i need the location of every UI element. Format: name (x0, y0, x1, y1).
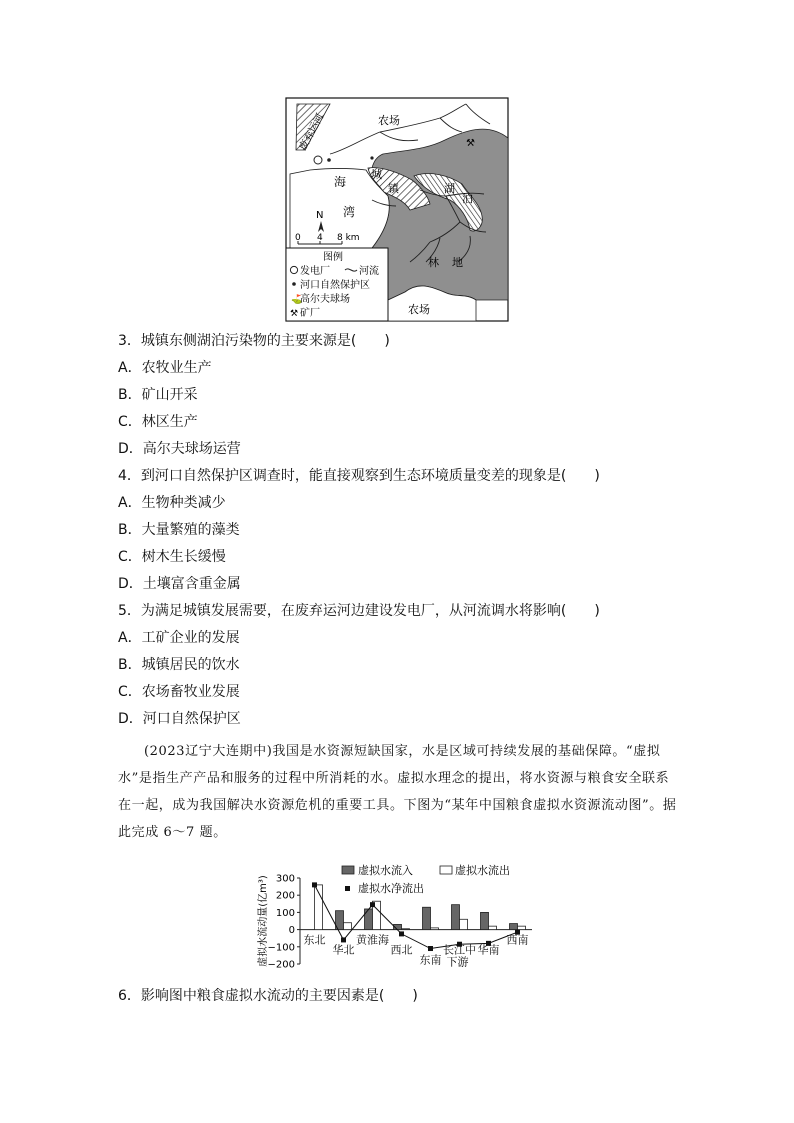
category-label-4: 东南 (419, 953, 442, 967)
bar-outflow-5 (460, 919, 468, 929)
bar-outflow-3 (402, 929, 410, 930)
legend-golf-icon: ⛳ (291, 295, 303, 305)
q5-option-d: D．河口自然保护区 (118, 711, 241, 727)
bar-outflow-4 (431, 928, 439, 930)
y-tick-label: −100 (267, 942, 295, 954)
y-tick-label: 0 (288, 925, 295, 937)
bar-outflow-1 (344, 923, 352, 930)
q4-option-d: D．土壤富含重金属 (118, 576, 241, 592)
label-canal: 废弃运河 (297, 111, 327, 153)
category-label-extra: 下游 (446, 955, 469, 969)
legend-reserve-icon (292, 282, 296, 286)
passage-text: (2023辽宁大连期中)我国是水资源短缺国家，水是区域可持续发展的基础保障。“虚拟水”是指生产产品和服务的过程中所消耗的水。虚拟水理念的提出，将水资源与粮食安全联系在一起，成为我国解决水资源危机的重要工具。下图为“某年中国粮食虚拟水资源流动图”。据此完成 6～7 题。 (118, 744, 677, 840)
q3-option-a: A．农牧业生产 (118, 360, 212, 376)
net-outflow-point-4 (428, 946, 433, 951)
y-tick-label: 100 (275, 907, 295, 919)
mine-symbol: ⚒ (466, 138, 475, 149)
category-label-3: 西北 (390, 943, 413, 957)
passage (118, 738, 678, 846)
legend-inflow-label: 虚拟水流入 (358, 864, 413, 877)
legend-outflow-swatch (440, 866, 452, 874)
q4-option-c: C．树木生长缓慢 (118, 549, 226, 565)
legend-net-marker (345, 886, 350, 891)
label-lake-1: 湖 (444, 182, 455, 195)
bar-inflow-5 (452, 905, 460, 930)
legend-river: 河流 (359, 266, 379, 277)
q3-option-d: D．高尔夫球场运营 (118, 441, 241, 457)
label-lake-2: 泊 (462, 192, 473, 205)
legend-inflow-swatch (342, 866, 354, 874)
bar-inflow-7 (510, 924, 518, 930)
net-outflow-point-0 (312, 882, 317, 887)
q5-option-b: B．城镇居民的饮水 (118, 657, 240, 673)
power-plant-marker (314, 156, 322, 164)
y-tick-label: 300 (275, 873, 295, 885)
q3-option-b: B．矿山开采 (118, 387, 198, 403)
scale-4: 4 (317, 233, 323, 243)
question-6: 6．影响图中粮食虚拟水流动的主要因素是( ) (118, 988, 418, 1004)
legend-net-label: 虚拟水净流出 (358, 882, 424, 895)
bar-outflow-7 (518, 926, 526, 929)
reserve-marker (327, 158, 331, 162)
virtual-water-chart (0, 860, 794, 980)
category-label-6: 华南 (477, 943, 500, 957)
legend-reserve: 河口自然保护区 (300, 280, 370, 291)
label-farm-top: 农场 (378, 114, 400, 127)
label-sea-2: 湾 (343, 205, 356, 219)
q3-option-c: C．林区生产 (118, 414, 198, 430)
legend-mine: 矿厂 (300, 308, 320, 319)
y-axis-label: 虚拟水流动量(亿m³) (258, 875, 269, 967)
legend-outflow-label: 虚拟水流出 (455, 864, 510, 877)
bar-inflow-2 (365, 909, 373, 930)
label-farm-bottom: 农场 (408, 303, 430, 316)
category-label-2: 黄淮海 (356, 933, 389, 947)
label-town-1: 城 (371, 168, 382, 181)
golf-marker (370, 156, 373, 159)
label-town-2: 镇 (388, 182, 399, 195)
label-forest-2: 地 (452, 256, 463, 269)
question-3: 3．城镇东侧湖泊污染物的主要来源是( ) (118, 333, 390, 349)
scale-0: 0 (295, 233, 301, 243)
label-sea-1: 海 (334, 175, 347, 189)
net-outflow-point-2 (370, 902, 375, 907)
q5-option-a: A．工矿企业的发展 (118, 630, 240, 646)
region-map (0, 0, 794, 330)
north-label: N (316, 210, 324, 221)
scale-8: 8 km (337, 233, 360, 243)
category-label-7: 西南 (506, 933, 529, 947)
category-label-0: 东北 (303, 933, 326, 947)
y-tick-label: 200 (275, 890, 295, 902)
legend-power-plant: 发电厂 (300, 266, 330, 277)
q4-option-a: A．生物种类减少 (118, 495, 226, 511)
land-area (372, 129, 508, 300)
legend-mine-icon: ⚒ (290, 309, 299, 319)
net-outflow-point-3 (399, 931, 404, 936)
q4-option-b: B．大量繁殖的藻类 (118, 522, 240, 538)
bar-inflow-4 (423, 907, 431, 929)
q5-option-c: C．农场畜牧业发展 (118, 684, 240, 700)
net-outflow-point-1 (341, 937, 346, 942)
question-5: 5．为满足城镇发展需要，在废弃运河边建设发电厂，从河流调水将影响( ) (118, 603, 600, 619)
category-label-1: 华北 (332, 943, 355, 957)
y-tick-label: −200 (267, 959, 295, 971)
category-label-5: 长江中 (443, 943, 476, 957)
legend-title: 图例 (323, 252, 343, 263)
legend-power-icon (290, 266, 297, 273)
bar-outflow-6 (489, 926, 497, 929)
question-4: 4．到河口自然保护区调查时，能直接观察到生态环境质量变差的现象是( ) (118, 468, 600, 484)
legend-golf: 高尔夫球场 (300, 294, 350, 305)
label-forest-1: 林 (428, 256, 439, 269)
bar-inflow-6 (481, 912, 489, 929)
